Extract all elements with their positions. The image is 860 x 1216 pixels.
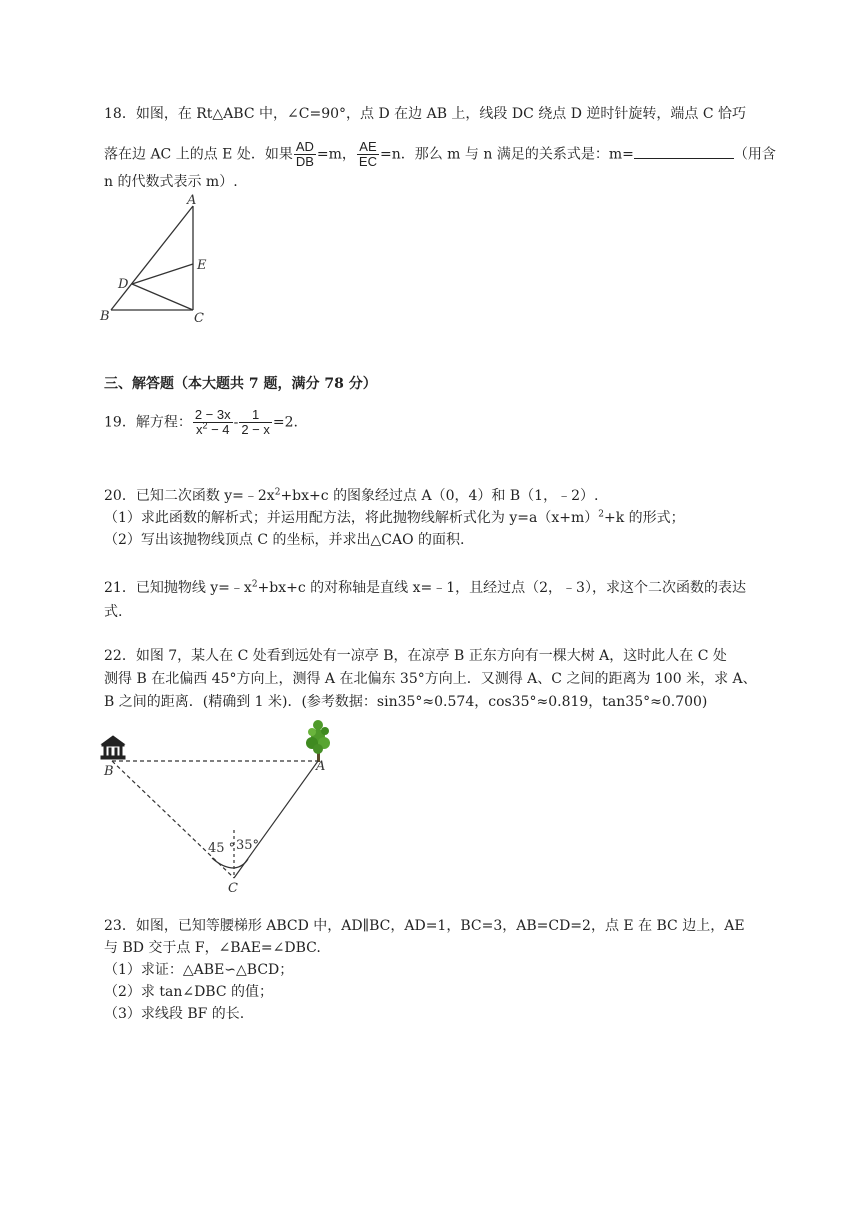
q18-answer-blank — [634, 144, 734, 159]
q21-line-2: 式. — [104, 604, 123, 620]
q20-text-a: 20．已知二次函数 y=﹣2x — [104, 488, 275, 504]
q19-frac1-numerator: 2 − 3x — [194, 407, 231, 422]
q21-text-a: 21．已知抛物线 y=﹣x — [104, 580, 252, 596]
q18-segment-dc — [132, 284, 193, 310]
q22-line-2: 测得 B 在北偏西 45°方向上，测得 A 在北偏东 35°方向上．又测得 A、C 之间的距离为 100 米，求 A、 — [104, 671, 757, 687]
q18-frac2-numerator: AE — [357, 140, 379, 155]
q19-equation — [104, 408, 298, 437]
section-title: 三、解答题（本大题共 7 题，满分 78 分） — [104, 376, 377, 392]
q20-part1-exp: 2 — [598, 509, 604, 520]
q18-line-2 — [104, 140, 776, 169]
q19-frac1-den-exp: 2 — [202, 420, 208, 431]
q19-frac1-den-base: x — [195, 422, 203, 437]
q22-angle-arc-right — [234, 859, 248, 868]
pavilion-icon — [101, 736, 125, 759]
q18-segment-ab — [111, 206, 193, 310]
q22-direction-figure — [96, 712, 346, 897]
q18-frac2-denominator: EC — [358, 154, 377, 169]
q18-label-b: B — [100, 309, 110, 324]
q22-label-b: B — [104, 764, 114, 779]
q18-text-d: （用含 — [733, 146, 776, 163]
q18-line-3: n 的代数式表示 m）. — [104, 174, 238, 190]
q18-fraction-ae-ec — [357, 140, 379, 169]
q23-part-3: （3）求线段 BF 的长. — [104, 1006, 245, 1022]
q20-line-2 — [104, 508, 685, 528]
tree-icon — [306, 720, 330, 762]
q19-prefix: 19．解方程： — [104, 414, 192, 431]
q19-frac2-numerator: 1 — [239, 408, 272, 423]
q19-frac1-denominator — [193, 420, 233, 437]
q20-text-b: +bx+c 的图象经过点 A（0，4）和 B（1，﹣2）. — [280, 488, 599, 504]
q22-line-1: 22．如图 7，某人在 C 处看到远处有一凉亭 B，在凉亭 B 正东方向有一棵大树 A，这时此人在 C 处 — [104, 648, 727, 664]
q18-line-1: 18．如图，在 Rt△ABC 中，∠C=90°，点 D 在边 AB 上，线段 DC 绕点 D 逆时针旋转，端点 C 恰巧 — [104, 106, 747, 122]
q20-line-1 — [104, 486, 598, 506]
q22-label-a: A — [316, 759, 326, 774]
q18-text-c: =n．那么 m 与 n 满足的关系式是：m= — [379, 146, 634, 163]
q20-part1-text-b: +k 的形式； — [603, 510, 685, 526]
q19-fraction-1 — [193, 408, 233, 437]
q21-exp: 2 — [251, 579, 258, 590]
q18-segment-de — [132, 264, 193, 284]
q18-triangle-figure — [96, 192, 226, 327]
q20-exp: 2 — [274, 487, 281, 498]
q18-text-a: 落在边 AC 上的点 E 处．如果 — [104, 146, 293, 163]
q19-frac2-denominator: 2 − x — [241, 422, 270, 437]
q21-line-1 — [104, 578, 746, 598]
q23-line-1: 23．如图，已知等腰梯形 ABCD 中，AD∥BC，AD=1，BC=3，AB=CD=2，点 E 在 BC 边上，AE — [104, 918, 745, 934]
q18-label-d: D — [118, 277, 129, 292]
q23-part-2: （2）求 tan∠DBC 的值； — [104, 984, 274, 1000]
q22-line-3: B 之间的距离．(精确到 1 米)．(参考数据：sin35°≈0.574，cos35°≈0.819，tan35°≈0.700) — [104, 694, 708, 710]
q18-fraction-ad-db — [294, 140, 316, 169]
q21-text-b: +bx+c 的对称轴是直线 x=﹣1，且经过点（2，﹣3），求这个二次函数的表达 — [257, 580, 746, 596]
q22-angle-35: 35° — [236, 838, 260, 853]
q23-part-1: （1）求证：△ABE∽△BCD； — [104, 962, 294, 978]
q18-label-e: E — [197, 258, 207, 273]
q18-text-b: =m， — [316, 146, 356, 163]
q19-frac1-den-rest: − 4 — [207, 422, 230, 437]
q20-part1-text-a: （1）求此函数的解析式；并运用配方法，将此抛物线解析式化为 y=a（x+m） — [104, 510, 599, 526]
q18-frac1-denominator: DB — [295, 154, 314, 169]
q19-minus: - — [233, 414, 239, 431]
q18-label-a: A — [187, 193, 197, 208]
q22-angle-45: 45 ° — [208, 841, 236, 856]
q18-label-c: C — [194, 311, 204, 326]
q18-frac1-numerator: AD — [295, 139, 314, 154]
q19-fraction-2 — [239, 408, 272, 437]
q20-line-3: （2）写出该抛物线顶点 C 的坐标，并求出△CAO 的面积. — [104, 532, 465, 548]
q22-label-c: C — [228, 881, 238, 896]
q23-line-2: 与 BD 交于点 F，∠BAE=∠DBC. — [104, 940, 321, 956]
q19-suffix: =2. — [272, 414, 298, 431]
